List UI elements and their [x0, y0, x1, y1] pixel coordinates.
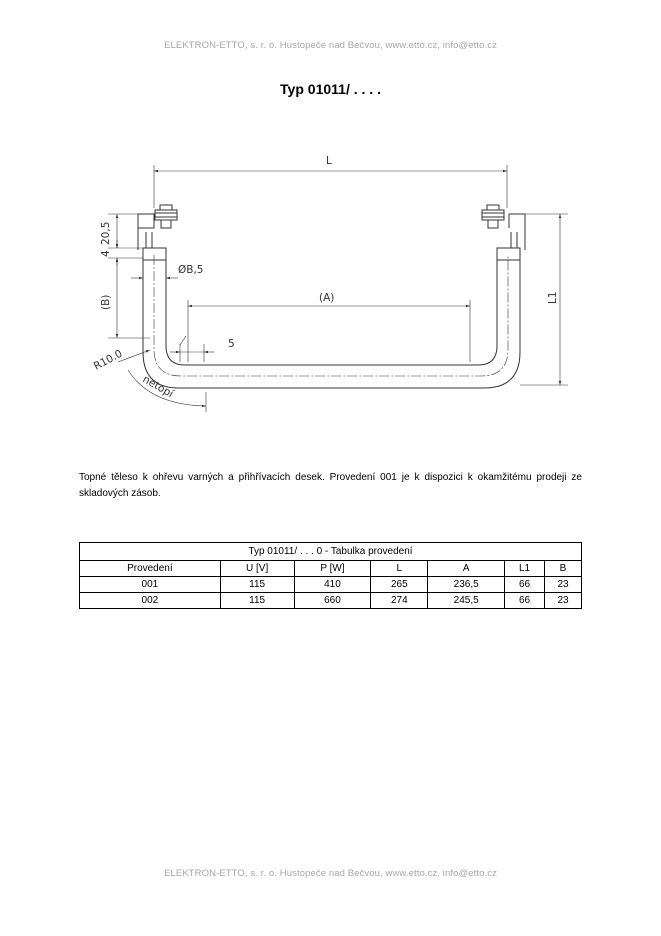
table-cell: 660 [294, 593, 371, 609]
table-cell: 23 [545, 577, 582, 593]
table-cell: 236,5 [428, 577, 505, 593]
table-cell: 002 [80, 593, 221, 609]
table-cell: 274 [371, 593, 428, 609]
table-cell: 66 [505, 577, 545, 593]
column-header: L1 [505, 561, 545, 577]
column-header: Provedení [80, 561, 221, 577]
dim-label-netopi: netopí [140, 373, 176, 401]
table-header-row [80, 561, 582, 577]
page-title: Typ 01011/ . . . . [280, 81, 381, 97]
table-cell: 265 [371, 577, 428, 593]
table-row [80, 593, 582, 609]
product-description: Topné těleso k ohřevu varných a přihřívacích desek. Provedení 001 je k dispozici k okamžitému prodeji ze skladových zásob. [79, 472, 582, 499]
dim-label-20-5: 20,5 [100, 221, 112, 245]
column-header: U [V] [220, 561, 294, 577]
page-footer: ELEKTRON-ETTO, s. r. o. Hustopeče nad Bečvou, www.etto.cz, info@etto.cz [164, 868, 497, 879]
table-cell: 115 [220, 593, 294, 609]
column-header: B [545, 561, 582, 577]
table-row [80, 577, 582, 593]
dim-label-diameter: ØB,5 [178, 264, 204, 276]
dimension-lines [108, 165, 568, 412]
table-cell: 66 [505, 593, 545, 609]
dim-label-4: 4 [100, 250, 112, 257]
dim-label-a: (A) [319, 292, 335, 304]
dim-label-l: L [326, 155, 332, 167]
dim-label-5: 5 [228, 338, 235, 350]
table-cell: 115 [220, 577, 294, 593]
page-header: ELEKTRON-ETTO, s. r. o. Hustopeče nad Bečvou, www.etto.cz, info@etto.cz [164, 40, 497, 51]
table-cell: 245,5 [428, 593, 505, 609]
dim-label-l1: L1 [547, 291, 559, 304]
table-caption: Typ 01011/ . . . 0 - Tabulka provedení [80, 543, 582, 561]
table-cell: 23 [545, 593, 582, 609]
table-cell: 410 [294, 577, 371, 593]
table-cell: 001 [80, 577, 221, 593]
variants-table [79, 542, 582, 609]
dim-label-b: (B) [100, 294, 112, 310]
dim-label-radius: R10.0 [91, 347, 125, 373]
technical-drawing [0, 0, 661, 440]
column-header: A [428, 561, 505, 577]
column-header: L [371, 561, 428, 577]
column-header: P [W] [294, 561, 371, 577]
